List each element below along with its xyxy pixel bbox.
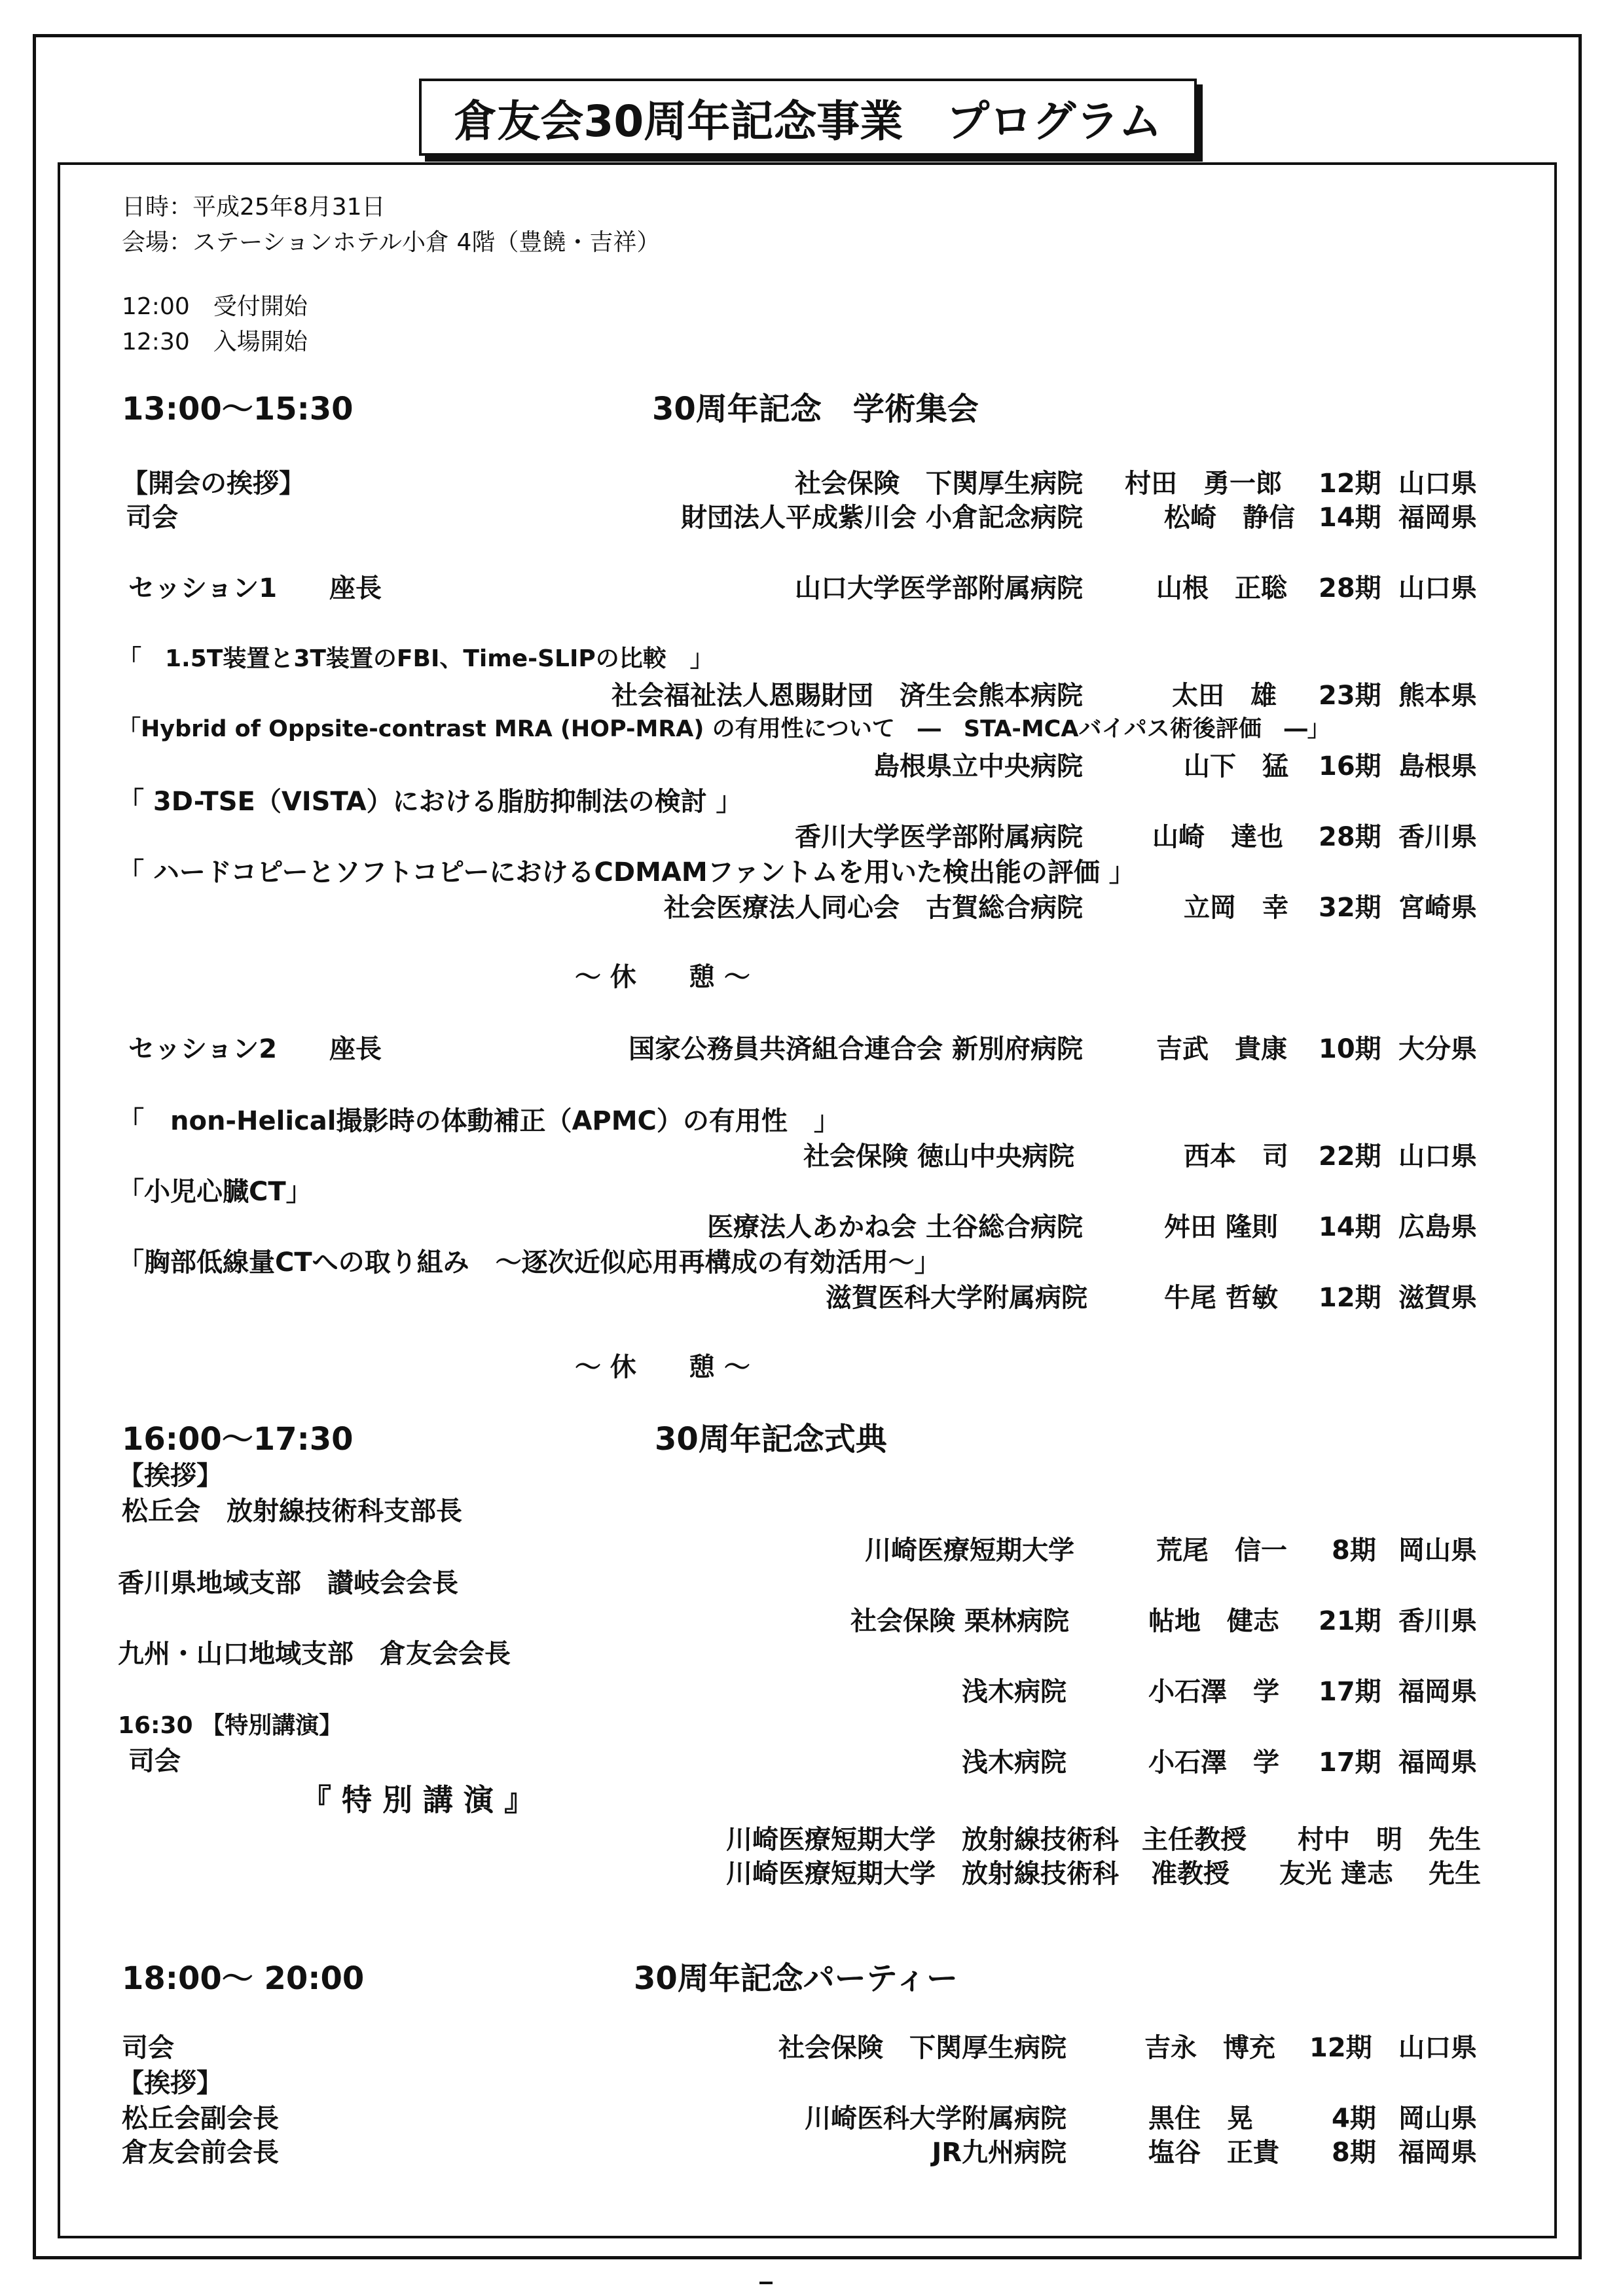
lecturer-position: 主任教授 (1142, 1825, 1247, 1855)
session2-chair-name: 吉武 貴康 (1156, 1034, 1287, 1064)
opening-pref: 山口県 (1398, 469, 1477, 499)
session1-chair-affiliation: 山口大学医学部附属病院 (795, 573, 1083, 603)
special-mc-affiliation: 浅木病院 (962, 1748, 1067, 1778)
speaker-name: 帖地 健志 (1148, 1606, 1279, 1636)
speaker-term: 21期 (1319, 1606, 1381, 1636)
talk-pref: 宮崎県 (1398, 893, 1477, 923)
session1-chair-name: 山根 正聡 (1156, 573, 1287, 603)
party-time: 18:00〜 20:00 (122, 1960, 365, 1997)
talk-title: 「Hybrid of Oppsite-contrast MRA (HOP-MRA) の有用性について ― STA-MCAバイパス術後評価 ―」 (118, 716, 1330, 742)
talk-term: 23期 (1319, 681, 1381, 711)
talk-speaker: 立岡 幸 (1184, 893, 1288, 923)
talk-term: 14期 (1319, 1212, 1381, 1242)
event-date: 日時：平成25年8月31日 (122, 194, 386, 221)
speaker-affiliation: 社会保険 栗林病院 (850, 1606, 1069, 1636)
lecturer-affiliation: 川崎医療短期大学 放射線技術科 (726, 1825, 1119, 1855)
opening-term: 12期 (1319, 469, 1381, 499)
party-mc-name: 吉永 博充 (1144, 2033, 1275, 2063)
speaker-name: 荒尾 信一 (1156, 1535, 1287, 1566)
session1-chair-label: セッション1 座長 (128, 573, 382, 603)
party-speaker-name: 塩谷 正貴 (1148, 2138, 1279, 2168)
party-mc-affiliation: 社会保険 下関厚生病院 (778, 2033, 1067, 2063)
opening-affiliation: 社会保険 下関厚生病院 (795, 469, 1083, 499)
ceremony-time: 16:00〜17:30 (122, 1421, 354, 1458)
party-speaker-affiliation: 川崎医科大学附属病院 (805, 2104, 1067, 2134)
page-mark (759, 2282, 773, 2284)
session2-chair-affiliation: 国家公務員共済組合連合会 新別府病院 (629, 1034, 1083, 1064)
talk-pref: 滋賀県 (1398, 1283, 1477, 1313)
talk-term: 22期 (1319, 1141, 1381, 1172)
opening-name: 村田 勇一郎 (1125, 469, 1282, 499)
speaker-role: 松丘会 放射線技術科支部長 (122, 1496, 462, 1526)
special-lecture-label: 16:30 【特別講演】 (118, 1712, 343, 1739)
lecturer-suffix: 先生 (1429, 1859, 1481, 1889)
party-heading: 30周年記念パーティー (634, 1960, 958, 1997)
page-title: 倉友会30周年記念事業 プログラム (419, 79, 1197, 156)
special-mc-pref: 福岡県 (1398, 1748, 1477, 1778)
talk-term: 16期 (1319, 751, 1381, 781)
talk-title: 「小児心臓CT」 (118, 1177, 312, 1207)
party-greeting-label: 【挨拶】 (118, 2068, 223, 2098)
ceremony-heading: 30周年記念式典 (655, 1421, 887, 1458)
event-venue: 会場：ステーションホテル小倉 4階（豊饒・吉祥） (122, 229, 661, 256)
academic-time: 13:00〜15:30 (122, 391, 354, 427)
mc-pref: 福岡県 (1398, 503, 1477, 533)
talk-affiliation: 社会保険 徳山中央病院 (803, 1141, 1074, 1172)
talk-affiliation: 滋賀医科大学附属病院 (826, 1283, 1087, 1313)
talk-pref: 熊本県 (1398, 681, 1477, 711)
lecturer-name: 村中 明 (1298, 1825, 1402, 1855)
special-mc-label: 司会 (128, 1746, 181, 1776)
session2-chair-pref: 大分県 (1398, 1034, 1477, 1064)
break-label: 〜 休 憩 〜 (575, 1352, 750, 1382)
speaker-affiliation: 川崎医療短期大学 (865, 1535, 1074, 1566)
speaker-pref: 岡山県 (1398, 1535, 1477, 1566)
ceremony-greeting-label: 【挨拶】 (118, 1461, 223, 1491)
break-label: 〜 休 憩 〜 (575, 962, 750, 992)
talk-pref: 島根県 (1398, 751, 1477, 781)
party-speaker-term: 4期 (1332, 2104, 1376, 2134)
speaker-term: 17期 (1319, 1677, 1381, 1707)
mc-term: 14期 (1319, 503, 1381, 533)
mc-affiliation: 財団法人平成紫川会 小倉記念病院 (681, 503, 1083, 533)
speaker-role: 九州・山口地域支部 倉友会会長 (118, 1639, 511, 1669)
speaker-affiliation: 浅木病院 (962, 1677, 1067, 1707)
talk-speaker: 太田 雄 (1172, 681, 1277, 711)
party-speaker-pref: 福岡県 (1398, 2138, 1477, 2168)
party-speaker-affiliation: JR九州病院 (932, 2138, 1067, 2168)
party-speaker-role: 松丘会副会長 (122, 2104, 279, 2134)
talk-affiliation: 島根県立中央病院 (873, 751, 1083, 781)
mc-name: 松崎 静信 (1164, 503, 1295, 533)
talk-speaker: 舛田 隆則 (1164, 1212, 1278, 1242)
session2-chair-term: 10期 (1319, 1034, 1381, 1064)
speaker-name: 小石澤 学 (1148, 1677, 1279, 1707)
talk-speaker: 西本 司 (1184, 1141, 1288, 1172)
talk-speaker: 山崎 達也 (1152, 822, 1283, 852)
talk-pref: 広島県 (1398, 1212, 1477, 1242)
special-mc-name: 小石澤 学 (1148, 1748, 1279, 1778)
party-mc-pref: 山口県 (1398, 2033, 1477, 2063)
reception-time: 12:00 受付開始 (122, 293, 308, 320)
party-speaker-term: 8期 (1332, 2138, 1376, 2168)
mc-label: 司会 (126, 503, 178, 533)
talk-affiliation: 社会医療法人同心会 古賀総合病院 (664, 893, 1083, 923)
session1-chair-pref: 山口県 (1398, 573, 1477, 603)
party-speaker-name: 黒住 晃 (1148, 2104, 1253, 2134)
party-speaker-role: 倉友会前会長 (122, 2138, 279, 2168)
special-lecture-title: 『 特 別 講 演 』 (301, 1782, 535, 1818)
talk-speaker: 牛尾 哲敏 (1164, 1283, 1278, 1313)
lecturer-name: 友光 達志 (1279, 1859, 1393, 1889)
entry-time: 12:30 入場開始 (122, 329, 308, 355)
talk-affiliation: 医療法人あかね会 土谷総合病院 (707, 1212, 1083, 1242)
talk-pref: 香川県 (1398, 822, 1477, 852)
opening-label: 【開会の挨拶】 (122, 469, 305, 499)
session1-chair-term: 28期 (1319, 573, 1381, 603)
talk-speaker: 山下 猛 (1184, 751, 1288, 781)
talk-title: 「 ハードコピーとソフトコピーにおけるCDMAMファントムを用いた検出能の評価 」 (118, 857, 1135, 888)
lecturer-affiliation: 川崎医療短期大学 放射線技術科 (726, 1859, 1119, 1889)
session2-chair-label: セッション2 座長 (128, 1034, 382, 1064)
speaker-pref: 福岡県 (1398, 1677, 1477, 1707)
talk-title: 「 3D-TSE（VISTA）における脂肪抑制法の検討 」 (118, 787, 742, 817)
talk-title: 「 1.5T装置と3T装置のFBI、Time-SLIPの比較 」 (118, 645, 714, 672)
talk-affiliation: 社会福祉法人恩賜財団 済生会熊本病院 (611, 681, 1083, 711)
talk-term: 32期 (1319, 893, 1381, 923)
talk-affiliation: 香川大学医学部附属病院 (795, 822, 1083, 852)
talk-term: 28期 (1319, 822, 1381, 852)
speaker-pref: 香川県 (1398, 1606, 1477, 1636)
talk-title: 「 non-Helical撮影時の体動補正（APMC）の有用性 」 (118, 1106, 840, 1136)
party-speaker-pref: 岡山県 (1398, 2104, 1477, 2134)
talk-term: 12期 (1319, 1283, 1381, 1313)
lecturer-position: 准教授 (1151, 1859, 1230, 1889)
party-mc-label: 司会 (122, 2033, 174, 2063)
speaker-role: 香川県地域支部 讃岐会会長 (118, 1568, 458, 1598)
lecturer-suffix: 先生 (1429, 1825, 1481, 1855)
special-mc-term: 17期 (1319, 1748, 1381, 1778)
party-mc-term: 12期 (1309, 2033, 1372, 2063)
talk-pref: 山口県 (1398, 1141, 1477, 1172)
academic-heading: 30周年記念 学術集会 (652, 391, 979, 427)
speaker-term: 8期 (1332, 1535, 1376, 1566)
talk-title: 「胸部低線量CTへの取り組み 〜逐次近似応用再構成の有効活用〜」 (118, 1247, 941, 1278)
